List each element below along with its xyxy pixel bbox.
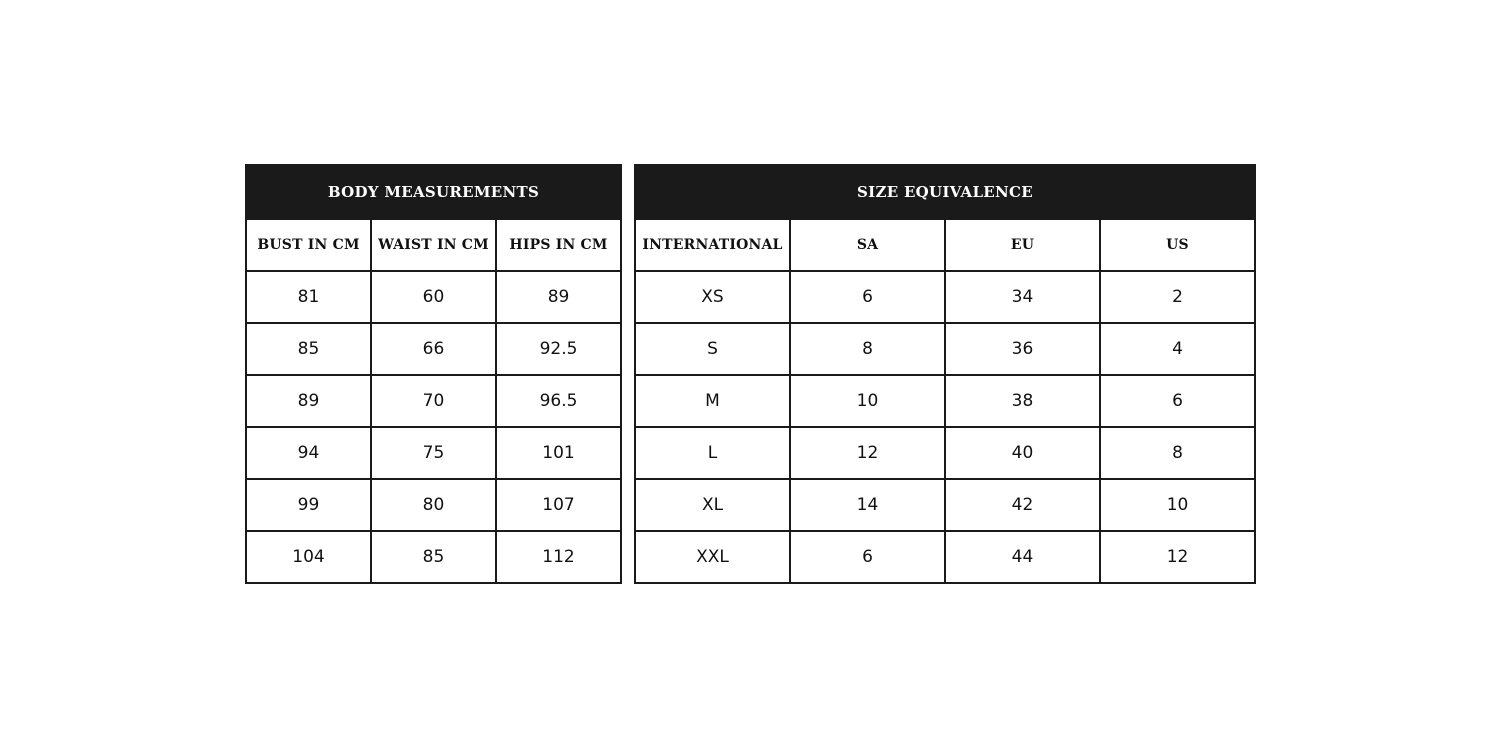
table-cell: 70: [371, 375, 496, 427]
body-measurements-header-row: [246, 219, 621, 271]
table-cell: 112: [496, 531, 621, 583]
table-cell: 40: [945, 427, 1100, 479]
table-row: [246, 427, 621, 479]
table-cell: 8: [1100, 427, 1255, 479]
table-cell: 10: [790, 375, 945, 427]
table-cell: 12: [790, 427, 945, 479]
column-header-international: INTERNATIONAL: [635, 219, 790, 271]
table-row: [635, 479, 1255, 531]
column-header-us: US: [1100, 219, 1255, 271]
table-row: [246, 531, 621, 583]
table-cell: S: [635, 323, 790, 375]
table-row: [635, 271, 1255, 323]
table-cell: 6: [790, 531, 945, 583]
table-cell: 66: [371, 323, 496, 375]
table-cell: 101: [496, 427, 621, 479]
table-cell: 6: [790, 271, 945, 323]
body-measurements-table: [245, 164, 622, 584]
table-row: [635, 531, 1255, 583]
table-row: [246, 323, 621, 375]
table-cell: L: [635, 427, 790, 479]
table-row: [246, 479, 621, 531]
table-row: [246, 375, 621, 427]
table-cell: 85: [246, 323, 371, 375]
size-equivalence-title: SIZE EQUIVALENCE: [635, 165, 1255, 219]
table-row: [635, 427, 1255, 479]
table-cell: 104: [246, 531, 371, 583]
table-cell: 2: [1100, 271, 1255, 323]
table-cell: 12: [1100, 531, 1255, 583]
table-cell: 85: [371, 531, 496, 583]
table-cell: XS: [635, 271, 790, 323]
table-cell: XXL: [635, 531, 790, 583]
column-header-sa: SA: [790, 219, 945, 271]
table-cell: 44: [945, 531, 1100, 583]
column-header-hips: HIPS IN CM: [496, 219, 621, 271]
table-cell: 10: [1100, 479, 1255, 531]
table-cell: 80: [371, 479, 496, 531]
table-cell: 34: [945, 271, 1100, 323]
table-cell: 92.5: [496, 323, 621, 375]
table-cell: 6: [1100, 375, 1255, 427]
table-cell: 75: [371, 427, 496, 479]
size-equivalence-table: [634, 164, 1256, 584]
table-cell: 89: [246, 375, 371, 427]
table-cell: 14: [790, 479, 945, 531]
table-cell: 81: [246, 271, 371, 323]
table-cell: 42: [945, 479, 1100, 531]
table-cell: 99: [246, 479, 371, 531]
column-header-eu: EU: [945, 219, 1100, 271]
table-cell: 94: [246, 427, 371, 479]
table-cell: 4: [1100, 323, 1255, 375]
column-header-bust: BUST IN CM: [246, 219, 371, 271]
column-header-waist: WAIST IN CM: [371, 219, 496, 271]
table-cell: 60: [371, 271, 496, 323]
table-cell: 107: [496, 479, 621, 531]
table-cell: M: [635, 375, 790, 427]
table-cell: XL: [635, 479, 790, 531]
table-cell: 36: [945, 323, 1100, 375]
size-equivalence-header-row: [635, 219, 1255, 271]
table-cell: 8: [790, 323, 945, 375]
table-cell: 38: [945, 375, 1100, 427]
table-cell: 89: [496, 271, 621, 323]
body-measurements-title: BODY MEASUREMENTS: [246, 165, 621, 219]
table-row: [635, 375, 1255, 427]
table-row: [635, 323, 1255, 375]
table-row: [246, 271, 621, 323]
table-cell: 96.5: [496, 375, 621, 427]
